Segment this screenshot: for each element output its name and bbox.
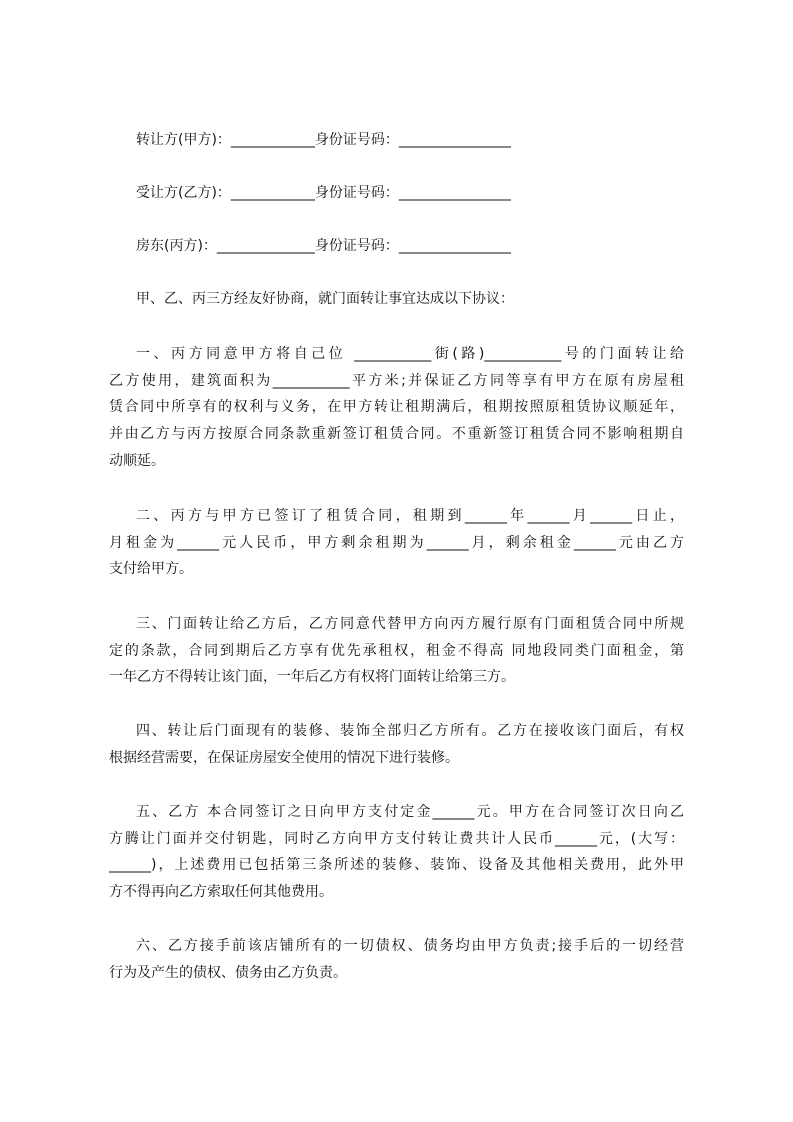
clause-5-line: 方腾让门面并交付钥匙，同时乙方向甲方支付转让费共计人民币______元，(大写： — [109, 831, 684, 847]
clause-4-line: 根据经营需要，在保证房屋安全使用的情况下进行装修。 — [109, 750, 459, 766]
clause-1-line: 动顺延。 — [109, 453, 165, 469]
party-line: 房东(丙方)：______________身份证号码：________________ — [136, 238, 511, 254]
clause-1-line: 一、丙方同意甲方将自己位 ___________街(路)___________号的门面转让给 — [136, 346, 684, 362]
clause-3-line: 三、门面转让给乙方后，乙方同意代替甲方向丙方履行原有门面租赁合同中所规 — [136, 616, 684, 632]
clause-6-line: 行为及产生的债权、债务由乙方负责。 — [109, 965, 347, 981]
clause-2-line: 二、丙方与甲方已签订了租赁合同，租期到______年______月______日止， — [136, 508, 684, 524]
clause-4-line: 四、转让后门面现有的装修、装饰全部归乙方所有。乙方在接收该门面后，有权 — [136, 723, 684, 739]
clause-6-line: 六、乙方接手前该店铺所有的一切债权、债务均由甲方负责;接手后的一切经营 — [136, 938, 684, 954]
party-line: 转让方(甲方)：____________身份证号码：________________ — [136, 132, 511, 148]
clause-5-line: 五、乙方 本合同签订之日向甲方支付定金______元。甲方在合同签订次日向乙 — [136, 804, 684, 820]
clause-3-line: 一年乙方不得转让该门面，一年后乙方有权将门面转让给第三方。 — [109, 669, 515, 685]
clause-5-line: ______)，上述费用已包括第三条所述的装修、装饰、设备及其他相关费用，此外甲 — [109, 857, 684, 873]
clause-1-line: 赁合同中所享有的权利与义务，在甲方转让租期满后，租期按照原租赁协议顺延年， — [109, 399, 684, 415]
party-line: 受让方(乙方)：____________身份证号码：________________ — [136, 185, 511, 201]
clause-3-line: 定的条款，合同到期后乙方享有优先承租权，租金不得高 同地段同类门面租金，第 — [109, 643, 684, 659]
intro-line: 甲、乙、丙三方经友好协商，就门面转让事宜达成以下协议： — [136, 291, 514, 307]
clause-1-line: 乙方使用，建筑面积为___________平方米;并保证乙方同等享有甲方在原有房屋租 — [109, 373, 684, 389]
clause-2-line: 月租金为______元人民币，甲方剩余租期为______月，剩余租金______元由乙方 — [109, 535, 684, 551]
clause-2-line: 支付给甲方。 — [109, 561, 193, 577]
clause-1-line: 并由乙方与丙方按原合同条款重新签订租赁合同。不重新签订租赁合同不影响租期自 — [109, 426, 684, 442]
clause-5-line: 方不得再向乙方索取任何其他费用。 — [109, 884, 333, 900]
